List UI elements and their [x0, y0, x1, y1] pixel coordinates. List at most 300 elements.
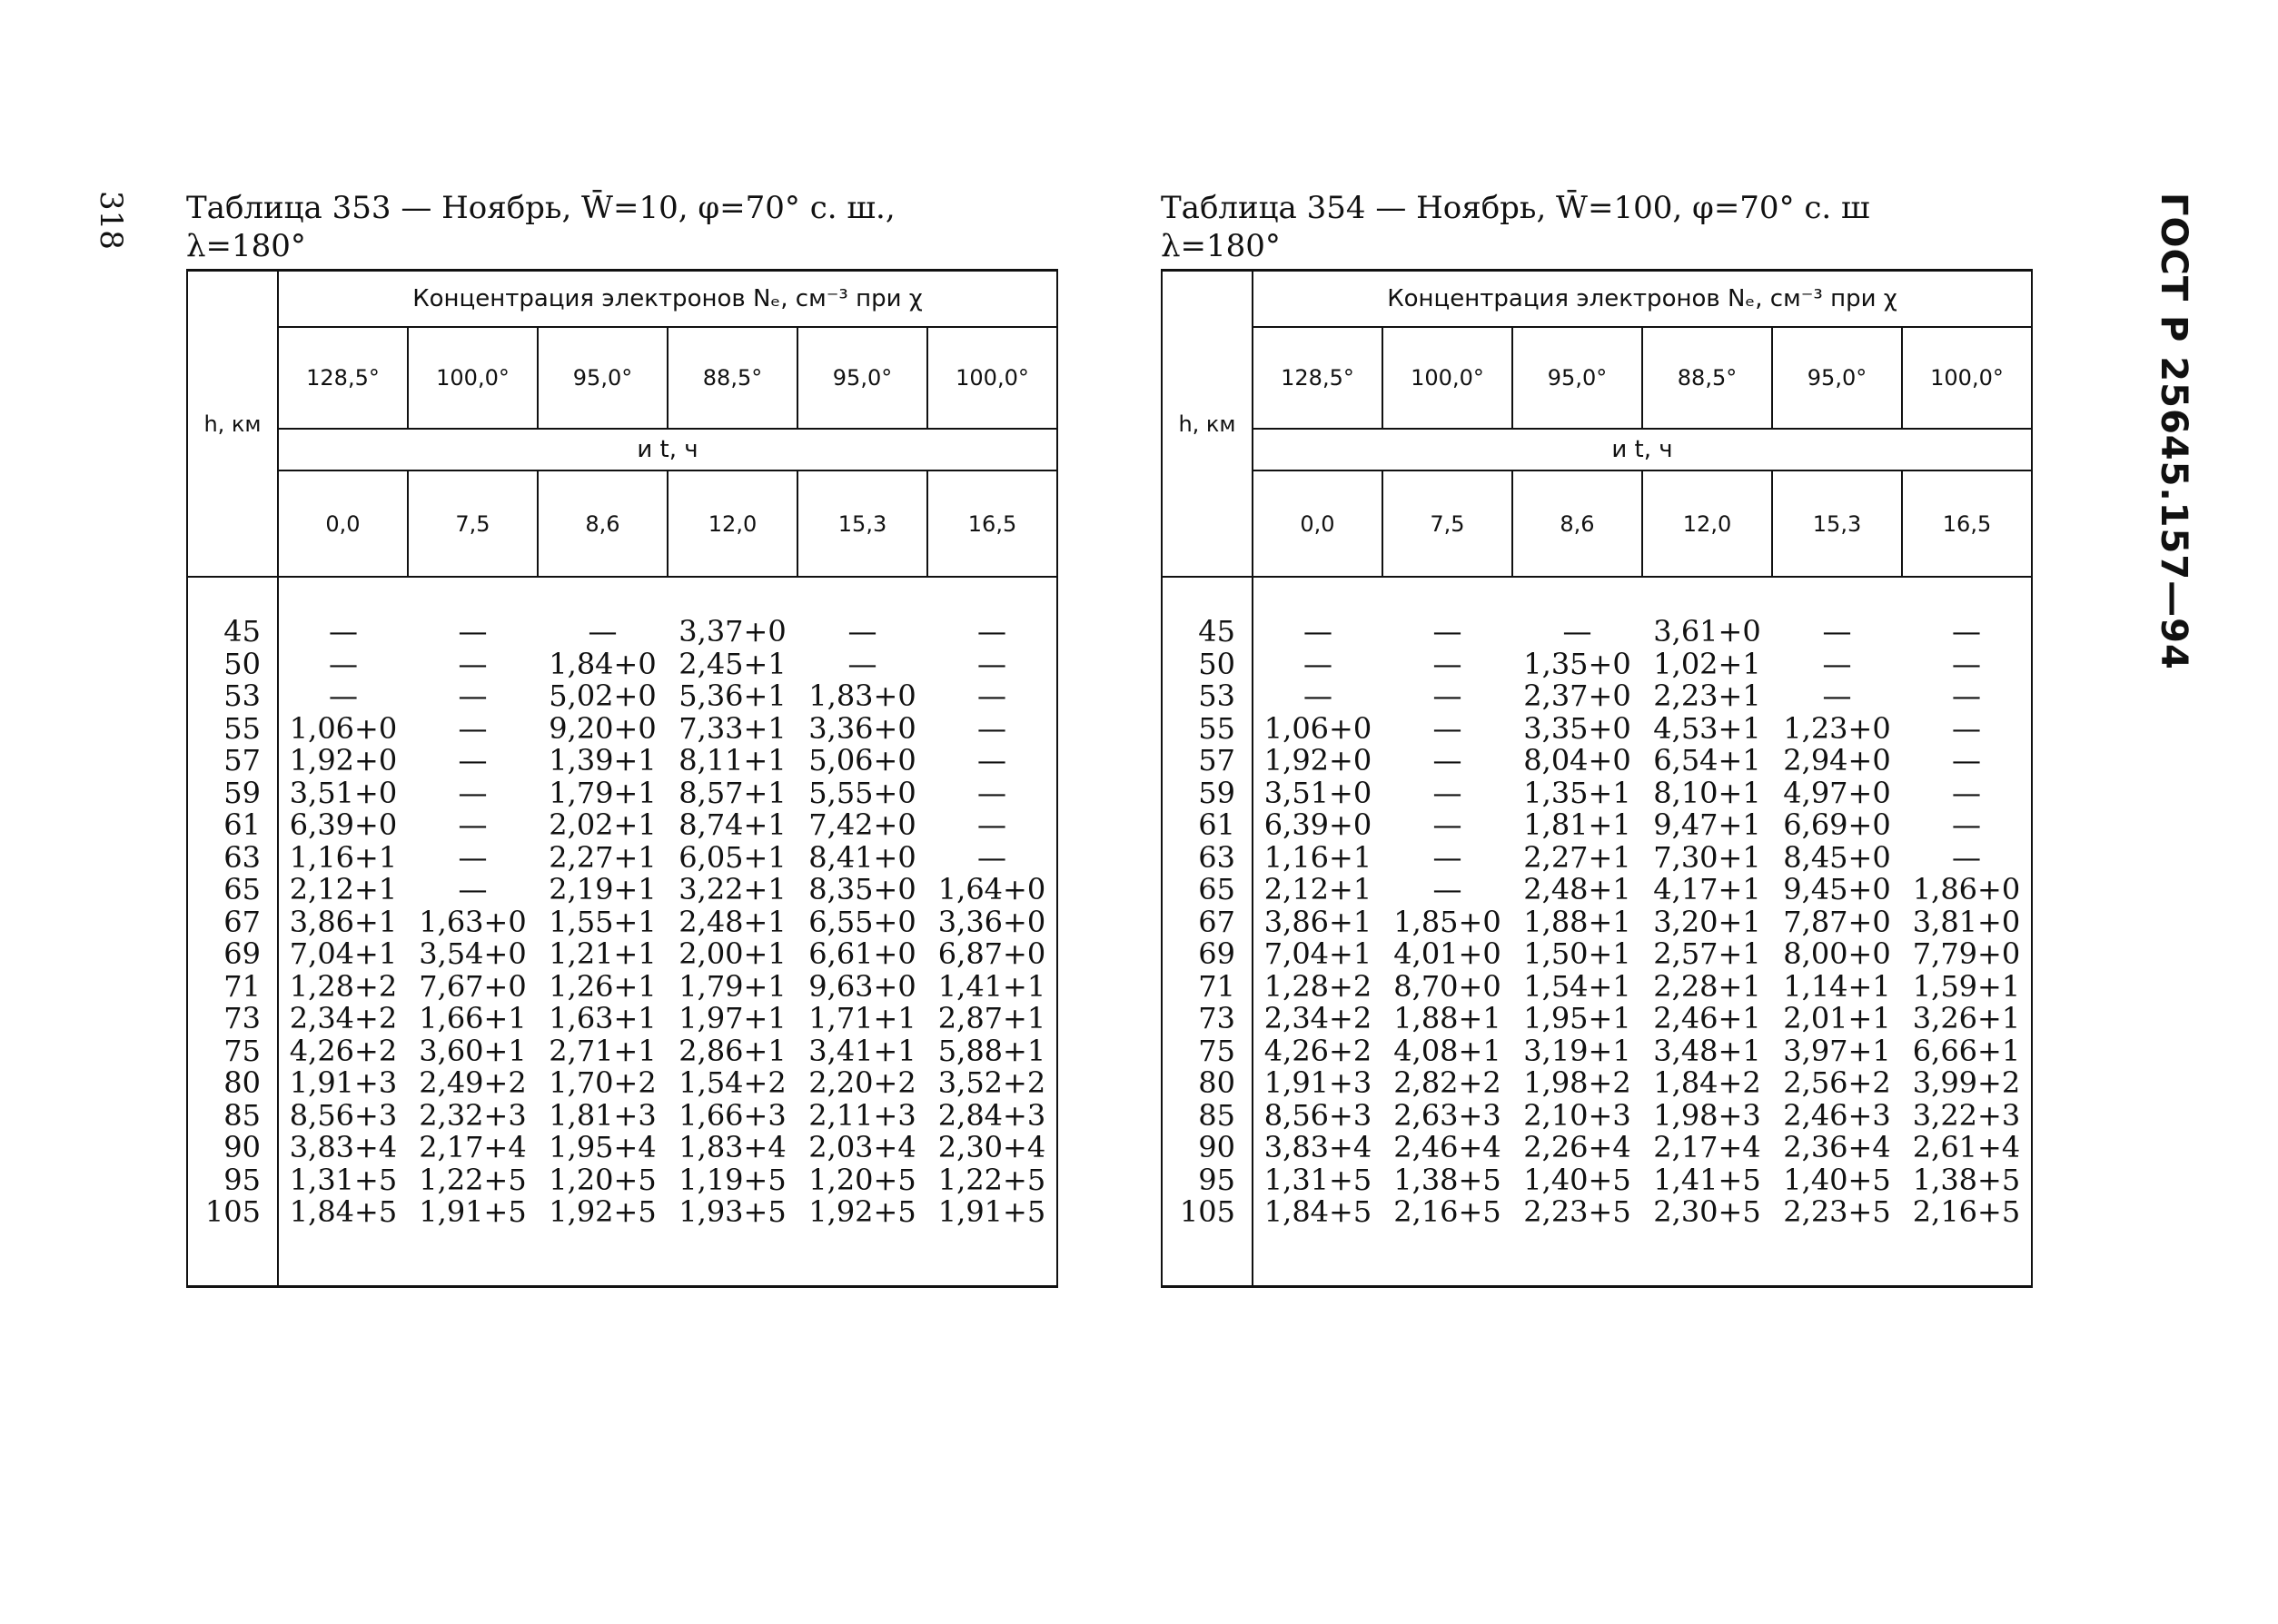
table-row [1162, 1067, 2032, 1100]
concentration-cell: 1,97+1 [678, 1001, 787, 1035]
table-bottom-spacer [1162, 1229, 2032, 1287]
concentration-cell: 4,53+1 [1653, 710, 1761, 746]
concentration-cell: 3,51+0 [289, 775, 398, 810]
concentration-cell: 6,39+0 [289, 807, 398, 842]
table-row [187, 1067, 1057, 1100]
concentration-cell: 8,00+0 [1783, 936, 1891, 971]
concentration-cell: 4,26+2 [289, 1033, 398, 1068]
time-value: 16,5 [927, 470, 1057, 577]
concentration-cell: — [1432, 646, 1462, 681]
concentration-cell: 1,66+3 [678, 1097, 787, 1133]
empty-cell [187, 1229, 278, 1287]
concentration-cell: 2,23+5 [1783, 1194, 1891, 1229]
concentration-cell: — [1303, 678, 1332, 713]
concentration-cell: 9,47+1 [1653, 807, 1761, 842]
table-row [187, 842, 1057, 875]
empty-cell [408, 1229, 538, 1287]
concentration-cell: 2,86+1 [678, 1033, 787, 1068]
concentration-cell: 1,23+0 [1783, 710, 1891, 746]
time-value: 16,5 [1902, 470, 2032, 577]
table-row [1162, 745, 2032, 777]
table-row [1162, 938, 2032, 971]
chi-value: 100,0° [1382, 327, 1512, 429]
concentration-cell: 2,82+2 [1393, 1065, 1501, 1100]
altitude-cell: 80 [187, 1067, 278, 1100]
altitude-cell: 61 [187, 809, 278, 842]
concentration-cell: 1,63+0 [419, 904, 527, 939]
concentration-cell: 3,36+0 [808, 710, 916, 746]
concentration-cell: 1,93+5 [678, 1194, 787, 1229]
concentration-cell: — [1432, 710, 1462, 746]
concentration-cell: — [1902, 809, 2032, 842]
concentration-cell: — [1432, 775, 1462, 810]
concentration-cell: 2,23+1 [1653, 678, 1761, 713]
concentration-cell: 1,14+1 [1783, 968, 1891, 1004]
concentration-cell: 2,48+1 [1523, 872, 1631, 906]
concentration-cell: 2,12+1 [1263, 872, 1372, 906]
altitude-cell: 90 [187, 1132, 278, 1164]
concentration-cell: 2,01+1 [1783, 1001, 1891, 1035]
concentration-header: Концентрация электронов Nₑ, см⁻³ при χ [278, 271, 1057, 328]
concentration-cell: 4,17+1 [1653, 872, 1761, 906]
concentration-cell: 2,48+1 [678, 904, 787, 939]
concentration-cell: — [1432, 839, 1462, 875]
concentration-cell: 2,46+3 [1783, 1097, 1891, 1133]
concentration-cell: 1,71+1 [808, 1001, 916, 1035]
table-body [187, 577, 1057, 1286]
concentration-cell: 8,04+0 [1523, 743, 1631, 777]
concentration-cell: 1,02+1 [1653, 646, 1761, 681]
concentration-cell: 2,12+1 [289, 872, 398, 906]
concentration-cell: 1,92+0 [1263, 743, 1372, 777]
chi-value: 128,5° [1253, 327, 1382, 429]
concentration-cell: 9,20+0 [549, 710, 657, 746]
time-value: 15,3 [1772, 470, 1902, 577]
concentration-cell: 3,61+0 [1653, 614, 1761, 649]
table-row [187, 745, 1057, 777]
concentration-cell: 8,70+0 [1393, 968, 1501, 1004]
concentration-cell: 1,92+0 [289, 743, 398, 777]
concentration-cell: 4,01+0 [1393, 936, 1501, 971]
table-row [1162, 577, 2032, 649]
concentration-cell: 2,36+4 [1783, 1130, 1891, 1164]
empty-cell [1253, 1229, 1382, 1287]
altitude-cell: 90 [1162, 1132, 1253, 1164]
concentration-cell: 1,50+1 [1523, 936, 1631, 971]
concentration-cell: 2,32+3 [419, 1097, 527, 1133]
chi-value: 95,0° [797, 327, 927, 429]
chi-value: 88,5° [1642, 327, 1772, 429]
concentration-cell: — [458, 775, 488, 810]
concentration-cell: 3,86+1 [289, 904, 398, 939]
concentration-cell: 8,74+1 [678, 807, 787, 842]
altitude-cell: 69 [187, 938, 278, 971]
concentration-cell: — [1432, 678, 1462, 713]
table-row [187, 809, 1057, 842]
table-row [1162, 1164, 2032, 1197]
concentration-cell: 1,31+5 [289, 1162, 398, 1197]
concentration-cell: 1,35+0 [1523, 646, 1631, 681]
concentration-cell: 1,63+1 [549, 1001, 657, 1035]
concentration-cell: 1,35+1 [1523, 775, 1631, 810]
concentration-cell: 3,22+1 [678, 872, 787, 906]
concentration-cell: — [927, 809, 1057, 842]
concentration-cell: 3,60+1 [419, 1033, 527, 1068]
concentration-cell: 1,84+0 [549, 646, 657, 681]
table-row [1162, 680, 2032, 713]
altitude-cell: 55 [1162, 713, 1253, 746]
concentration-cell: 2,87+1 [927, 1003, 1057, 1035]
concentration-cell: 2,02+1 [549, 807, 657, 842]
time-value: 0,0 [1253, 470, 1382, 577]
concentration-cell: 1,16+1 [289, 839, 398, 875]
chi-value: 128,5° [278, 327, 408, 429]
concentration-cell: 2,37+0 [1523, 678, 1631, 713]
time-value: 0,0 [278, 470, 408, 577]
table-row [1162, 842, 2032, 875]
concentration-cell: 8,45+0 [1783, 839, 1891, 875]
concentration-cell: — [588, 614, 618, 649]
concentration-cell: 2,26+4 [1523, 1130, 1631, 1164]
table-row [187, 1100, 1057, 1133]
concentration-cell: 3,48+1 [1653, 1033, 1761, 1068]
concentration-cell: 1,83+4 [678, 1130, 787, 1164]
concentration-cell: 5,36+1 [678, 678, 787, 713]
concentration-cell: 1,19+5 [678, 1162, 787, 1197]
electron-concentration-table [1161, 269, 2033, 1288]
empty-cell [668, 1229, 797, 1287]
concentration-cell: — [1303, 646, 1332, 681]
chi-value: 95,0° [1512, 327, 1642, 429]
caption-line-1: Таблица 353 — Ноябрь, W̄=10, φ=70° с. ш., [186, 190, 896, 226]
time-value: 7,5 [1382, 470, 1512, 577]
concentration-cell: 2,56+2 [1783, 1065, 1891, 1100]
altitude-cell: 71 [1162, 971, 1253, 1004]
chi-value: 100,0° [927, 327, 1057, 429]
altitude-header: h, км [1162, 271, 1253, 578]
concentration-cell: 2,27+1 [1523, 839, 1631, 875]
table-row [1162, 809, 2032, 842]
empty-cell [1512, 1229, 1642, 1287]
altitude-cell: 50 [187, 649, 278, 681]
concentration-cell: 5,55+0 [808, 775, 916, 810]
time-value: 12,0 [668, 470, 797, 577]
concentration-cell: 4,08+1 [1393, 1033, 1501, 1068]
chi-value: 88,5° [668, 327, 797, 429]
concentration-cell: — [1902, 713, 2032, 746]
concentration-cell: 1,86+0 [1902, 874, 2032, 906]
concentration-cell: 2,10+3 [1523, 1097, 1631, 1133]
concentration-cell: — [1432, 743, 1462, 777]
table-row [1162, 649, 2032, 681]
concentration-cell: 3,99+2 [1902, 1067, 2032, 1100]
page-number: 318 [93, 191, 129, 250]
concentration-cell: 6,39+0 [1263, 807, 1372, 842]
concentration-cell: 1,91+5 [419, 1194, 527, 1229]
concentration-cell: 7,04+1 [289, 936, 398, 971]
concentration-cell: — [1562, 614, 1592, 649]
concentration-cell: 8,56+3 [1263, 1097, 1372, 1133]
table-bottom-spacer [187, 1229, 1057, 1287]
concentration-cell: 8,41+0 [808, 839, 916, 875]
concentration-cell: 1,06+0 [289, 710, 398, 746]
empty-cell [1382, 1229, 1512, 1287]
time-value: 12,0 [1642, 470, 1772, 577]
altitude-cell: 45 [187, 577, 278, 649]
concentration-cell: 1,28+2 [289, 968, 398, 1004]
concentration-cell: — [927, 713, 1057, 746]
table-row [187, 713, 1057, 746]
concentration-cell: 1,98+2 [1523, 1065, 1631, 1100]
concentration-cell: 2,34+2 [289, 1001, 398, 1035]
concentration-cell: 2,45+1 [678, 646, 787, 681]
concentration-cell: 4,97+0 [1783, 775, 1891, 810]
concentration-cell: 1,41+5 [1653, 1162, 1761, 1197]
concentration-cell: — [1432, 872, 1462, 906]
time-value: 7,5 [408, 470, 538, 577]
time-value: 15,3 [797, 470, 927, 577]
altitude-cell: 85 [1162, 1100, 1253, 1133]
altitude-cell: 59 [187, 777, 278, 810]
empty-cell [927, 1229, 1057, 1287]
concentration-cell: 3,86+1 [1263, 904, 1372, 939]
caption-line-1: Таблица 354 — Ноябрь, W̄=100, φ=70° с. ш [1161, 190, 1870, 226]
concentration-cell: 6,87+0 [927, 938, 1057, 971]
chi-value: 100,0° [408, 327, 538, 429]
concentration-cell: 3,35+0 [1523, 710, 1631, 746]
time-value: 8,6 [1512, 470, 1642, 577]
concentration-cell: 1,98+3 [1653, 1097, 1761, 1133]
concentration-cell: 5,02+0 [549, 678, 657, 713]
altitude-header: h, км [187, 271, 278, 578]
altitude-cell: 67 [187, 906, 278, 939]
concentration-cell: 2,03+4 [808, 1130, 916, 1164]
concentration-cell: 2,20+2 [808, 1065, 916, 1100]
concentration-cell: — [1822, 646, 1852, 681]
altitude-cell: 57 [1162, 745, 1253, 777]
altitude-cell: 61 [1162, 809, 1253, 842]
concentration-cell: 1,38+5 [1902, 1164, 2032, 1197]
altitude-cell: 73 [1162, 1003, 1253, 1035]
concentration-cell: — [1303, 614, 1332, 649]
altitude-cell: 75 [1162, 1035, 1253, 1068]
concentration-cell: — [458, 807, 488, 842]
concentration-cell: 7,30+1 [1653, 839, 1761, 875]
concentration-cell: 3,36+0 [927, 906, 1057, 939]
concentration-cell: 1,22+5 [927, 1164, 1057, 1197]
concentration-cell: 2,19+1 [549, 872, 657, 906]
table-row [1162, 906, 2032, 939]
concentration-cell: 3,97+1 [1783, 1033, 1891, 1068]
concentration-cell: — [1902, 842, 2032, 875]
altitude-cell: 85 [187, 1100, 278, 1133]
altitude-cell: 50 [1162, 649, 1253, 681]
concentration-cell: 1,84+2 [1653, 1065, 1761, 1100]
table-caption [186, 189, 1058, 269]
table-row [187, 649, 1057, 681]
concentration-cell: 2,30+5 [1653, 1194, 1761, 1229]
concentration-cell: 1,54+2 [678, 1065, 787, 1100]
concentration-cell: 1,22+5 [419, 1162, 527, 1197]
time-header: и t, ч [278, 429, 1057, 470]
concentration-cell: 8,35+0 [808, 872, 916, 906]
concentration-cell: 3,26+1 [1902, 1003, 2032, 1035]
table-row [1162, 874, 2032, 906]
altitude-cell: 105 [187, 1196, 278, 1229]
concentration-cell: 4,26+2 [1263, 1033, 1372, 1068]
concentration-cell: 6,66+1 [1902, 1035, 2032, 1068]
concentration-cell: 8,56+3 [289, 1097, 398, 1133]
concentration-cell: — [927, 680, 1057, 713]
altitude-cell: 95 [187, 1164, 278, 1197]
table-row [1162, 1100, 2032, 1133]
concentration-cell: 3,20+1 [1653, 904, 1761, 939]
concentration-cell: 2,16+5 [1902, 1196, 2032, 1229]
concentration-cell: 2,63+3 [1393, 1097, 1501, 1133]
concentration-cell: 8,10+1 [1653, 775, 1761, 810]
table-row [1162, 777, 2032, 810]
concentration-cell: 3,52+2 [927, 1067, 1057, 1100]
concentration-cell: 2,23+5 [1523, 1194, 1631, 1229]
concentration-cell: 1,39+1 [549, 743, 657, 777]
concentration-cell: 8,57+1 [678, 775, 787, 810]
altitude-cell: 65 [187, 874, 278, 906]
concentration-cell: 2,46+1 [1653, 1001, 1761, 1035]
concentration-cell: 1,92+5 [808, 1194, 916, 1229]
concentration-cell: 2,28+1 [1653, 968, 1761, 1004]
concentration-cell: — [458, 839, 488, 875]
table-row [187, 1132, 1057, 1164]
concentration-cell: — [458, 614, 488, 649]
concentration-cell: 1,59+1 [1902, 971, 2032, 1004]
concentration-cell: — [329, 614, 358, 649]
concentration-cell: 9,45+0 [1783, 872, 1891, 906]
concentration-cell: — [329, 646, 358, 681]
concentration-cell: 1,20+5 [808, 1162, 916, 1197]
concentration-cell: 9,63+0 [808, 968, 916, 1004]
concentration-cell: 6,05+1 [678, 839, 787, 875]
altitude-cell: 69 [1162, 938, 1253, 971]
concentration-cell: 1,66+1 [419, 1001, 527, 1035]
altitude-cell: 53 [1162, 680, 1253, 713]
concentration-cell: 2,00+1 [678, 936, 787, 971]
time-header: и t, ч [1253, 429, 2032, 470]
document-header: ГОСТ Р 25645.157—94 [2153, 193, 2194, 670]
concentration-cell: — [1822, 678, 1852, 713]
concentration-cell: 5,88+1 [927, 1035, 1057, 1068]
concentration-cell: — [1902, 577, 2032, 649]
concentration-cell: 1,06+0 [1263, 710, 1372, 746]
concentration-cell: — [458, 678, 488, 713]
empty-cell [1772, 1229, 1902, 1287]
concentration-cell: 2,49+2 [419, 1065, 527, 1100]
table-row [1162, 1035, 2032, 1068]
table-row [187, 971, 1057, 1004]
concentration-cell: 1,20+5 [549, 1162, 657, 1197]
concentration-cell: 7,04+1 [1263, 936, 1372, 971]
concentration-cell: 1,64+0 [927, 874, 1057, 906]
concentration-cell: 3,22+3 [1902, 1100, 2032, 1133]
concentration-cell: 1,95+4 [549, 1130, 657, 1164]
chi-value: 95,0° [1772, 327, 1902, 429]
altitude-cell: 75 [187, 1035, 278, 1068]
concentration-cell: 3,54+0 [419, 936, 527, 971]
altitude-cell: 63 [1162, 842, 1253, 875]
empty-cell [797, 1229, 927, 1287]
altitude-cell: 45 [1162, 577, 1253, 649]
concentration-cell: 1,81+3 [549, 1097, 657, 1133]
chi-value: 95,0° [538, 327, 668, 429]
altitude-cell: 53 [187, 680, 278, 713]
altitude-cell: 95 [1162, 1164, 1253, 1197]
concentration-cell: 1,91+3 [1263, 1065, 1372, 1100]
concentration-cell: — [927, 777, 1057, 810]
altitude-cell: 80 [1162, 1067, 1253, 1100]
concentration-cell: 2,27+1 [549, 839, 657, 875]
concentration-cell: 1,84+5 [289, 1194, 398, 1229]
altitude-cell: 57 [187, 745, 278, 777]
concentration-cell: — [1902, 745, 2032, 777]
concentration-cell: — [927, 842, 1057, 875]
concentration-cell: — [1432, 614, 1462, 649]
caption-line-2: λ=180° [186, 228, 306, 264]
table-row [1162, 713, 2032, 746]
concentration-cell: 1,79+1 [549, 775, 657, 810]
concentration-cell: 1,70+2 [549, 1065, 657, 1100]
concentration-cell: 7,79+0 [1902, 938, 2032, 971]
concentration-cell: 2,61+4 [1902, 1132, 2032, 1164]
concentration-cell: 3,41+1 [808, 1033, 916, 1068]
concentration-cell: — [927, 577, 1057, 649]
table-row [187, 1196, 1057, 1229]
concentration-cell: 5,06+0 [808, 743, 916, 777]
concentration-cell: 3,83+4 [1263, 1130, 1372, 1164]
concentration-cell: 1,91+3 [289, 1065, 398, 1100]
concentration-cell: 2,84+3 [927, 1100, 1057, 1133]
altitude-cell: 105 [1162, 1196, 1253, 1229]
concentration-cell: — [1902, 649, 2032, 681]
concentration-cell: 7,42+0 [808, 807, 916, 842]
concentration-cell: 7,67+0 [419, 968, 527, 1004]
table-row [1162, 1196, 2032, 1229]
concentration-cell: 1,85+0 [1393, 904, 1501, 939]
concentration-header: Концентрация электронов Nₑ, см⁻³ при χ [1253, 271, 2032, 328]
table-row [187, 938, 1057, 971]
concentration-cell: — [847, 646, 877, 681]
concentration-cell: 1,26+1 [549, 968, 657, 1004]
concentration-cell: 1,16+1 [1263, 839, 1372, 875]
table-row [187, 906, 1057, 939]
concentration-cell: — [1902, 777, 2032, 810]
concentration-cell: 3,81+0 [1902, 906, 2032, 939]
concentration-cell: 3,83+4 [289, 1130, 398, 1164]
concentration-cell: 1,81+1 [1523, 807, 1631, 842]
altitude-cell: 65 [1162, 874, 1253, 906]
concentration-cell: 1,54+1 [1523, 968, 1631, 1004]
concentration-cell: 2,34+2 [1263, 1001, 1372, 1035]
concentration-cell: — [1902, 680, 2032, 713]
concentration-cell: 6,61+0 [808, 936, 916, 971]
concentration-cell: 3,19+1 [1523, 1033, 1631, 1068]
altitude-cell: 63 [187, 842, 278, 875]
altitude-cell: 73 [187, 1003, 278, 1035]
concentration-cell: 1,55+1 [549, 904, 657, 939]
concentration-cell: — [329, 678, 358, 713]
concentration-cell: 1,95+1 [1523, 1001, 1631, 1035]
concentration-cell: — [927, 649, 1057, 681]
caption-line-2: λ=180° [1161, 228, 1281, 264]
electron-concentration-table [186, 269, 1058, 1288]
